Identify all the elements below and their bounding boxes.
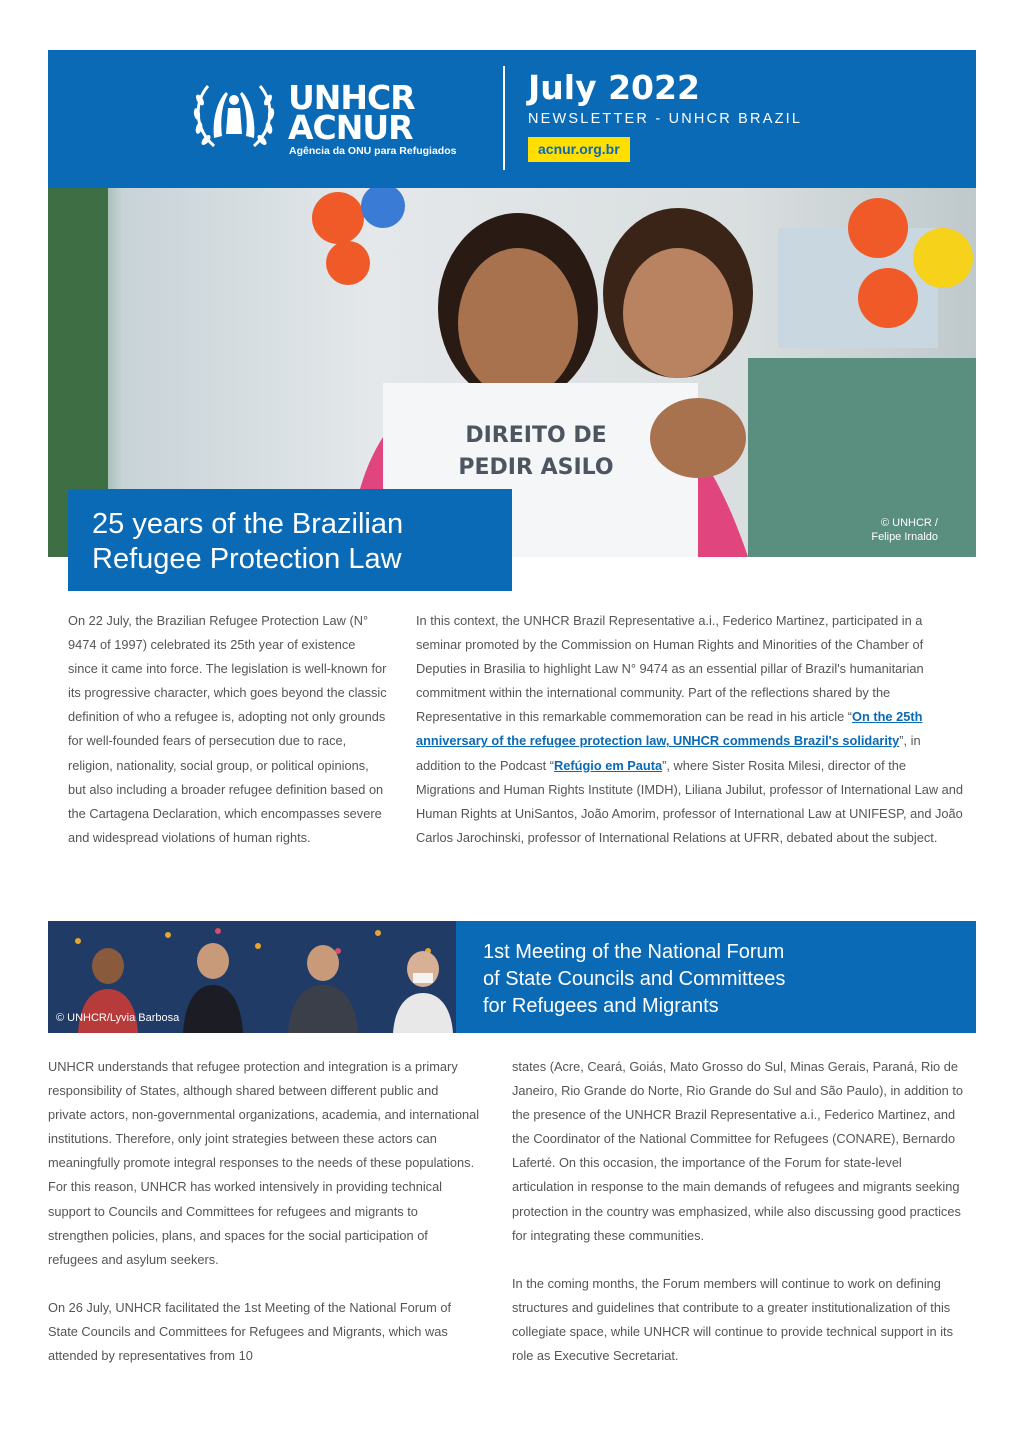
section1-text: ”, where Sister Rosita Milesi, director of the Migrations and Human Rights Institute (IMDH), Liliana Jubilut, professor of International Law and Human Rights at UniSantos, João Amorim, professor of International Law at UNIFESP, and João Carlos Jarochinski, professor of International Relations at UFRR, debated about the subject. xyxy=(416,757,963,845)
issue-label: NEWSLETTER - UNHCR BRAZIL xyxy=(528,111,803,127)
section2-title-line1: 1st Meeting of the National Forum xyxy=(483,941,785,963)
header-divider xyxy=(503,66,505,170)
hero-photo-credit xyxy=(852,516,938,544)
section1-title-line2: Refugee Protection Law xyxy=(92,543,402,575)
hero-credit-line1: © UNHCR / xyxy=(881,517,938,529)
logo-wordmark-acnur: ACNUR xyxy=(288,108,413,147)
podcast-link[interactable]: Refúgio em Pauta xyxy=(554,757,663,773)
logo-subtitle: Agência da ONU para Refugiados xyxy=(289,145,457,157)
section2-column1 xyxy=(48,1055,480,1368)
section1-title xyxy=(92,507,502,577)
section2-paragraph: UNHCR understands that refugee protection and integration is a primary responsibility of States, although shared between different public and private actors, non-governmental organizations, academia, and international institutions. Therefore, only joint strategies between these actors can meaningfully promote integral responses to the needs of these populations. For this reason, UNHCR has worked intensively in providing technical support to Councils and Committees for refugees and migrants to strengthen policies, plans, and spaces for the social participation of refugees and asylum seekers. xyxy=(48,1059,480,1267)
section2-paragraph: In the coming months, the Forum members will continue to work on defining structures and guidelines that contribute to a greater institutionalization of this collegiate space, while UNHCR will continue to provide technical support in its role as Executive Secretariat. xyxy=(512,1275,953,1364)
unhcr-emblem-icon xyxy=(188,78,280,154)
section2-title-line3: for Refugees and Migrants xyxy=(483,995,719,1017)
section1-title-line1: 25 years of the Brazilian xyxy=(92,508,404,540)
section2-title-line2: of State Councils and Committees xyxy=(483,968,786,990)
meeting-photo-credit: © UNHCR/Lyvia Barbosa xyxy=(56,1012,180,1024)
section2-paragraph: states (Acre, Ceará, Goiás, Mato Grosso do Sul, Minas Gerais, Paraná, Rio de Janeiro, Rio Grande do Norte, Rio Grande do Sul and São Paulo), in addition to the presence of the UNHCR Brazil Representative a.i., Federico Martinez, and the Coordinator of the National Committee for Refugees (CONARE), Bernardo Laferté. On this occasion, the importance of the Forum for state-level articulation in response to the main demands of refugees and migrants seeking protection in the country was emphasized, while also discussing good practices for integrating these communities. xyxy=(512,1059,964,1243)
section1-column2 xyxy=(416,609,964,850)
logo-wordmark-unhcr: UNHCR xyxy=(288,78,415,117)
section1-column1: On 22 July, the Brazilian Refugee Protection Law (N° 9474 of 1997) celebrated its 25th year of existence since it came into force. The legislation is well-known for its progressive character, which goes beyond the classic definition of who a refugee is, adopting not only grounds for well-founded fears of persecution due to race, religion, nationality, social group, or political opinions, but also including a broader refugee definition based on the Cartagena Declaration, which encompasses severe and widespread violations of human rights. xyxy=(68,613,387,845)
sign-text-line1: DIREITO DE xyxy=(465,423,607,448)
hero-credit-line2: Felipe Irnaldo xyxy=(871,531,938,543)
issue-date: July 2022 xyxy=(528,68,700,107)
section2-title xyxy=(483,939,823,1020)
section2-paragraph: On 26 July, UNHCR facilitated the 1st Meeting of the National Forum of State Councils and Committees for Refugees and Migrants, which was attended by representatives from 10 xyxy=(48,1299,452,1364)
section1-text: ”, in addition to the Podcast “ xyxy=(416,733,921,773)
sign-text-line2: PEDIR ASILO xyxy=(458,455,614,480)
section2-column2 xyxy=(512,1055,964,1368)
section1-text: In this context, the UNHCR Brazil Representative a.i., Federico Martinez, participated in a seminar promoted by the Commission on Human Rights and Minorities of the Chamber of Deputies in Brasilia to highlight Law N° 9474 as an essential pillar of Brazil's humanitarian commitment within the international community. Part of the reflections shared by the Representative in this remarkable commemoration can be read in his article “ xyxy=(416,613,924,725)
website-link[interactable]: acnur.org.br xyxy=(528,137,630,162)
article-link[interactable]: On the 25th anniversary of the refugee protection law, UNHCR commends Brazil's solidarity xyxy=(416,709,923,749)
